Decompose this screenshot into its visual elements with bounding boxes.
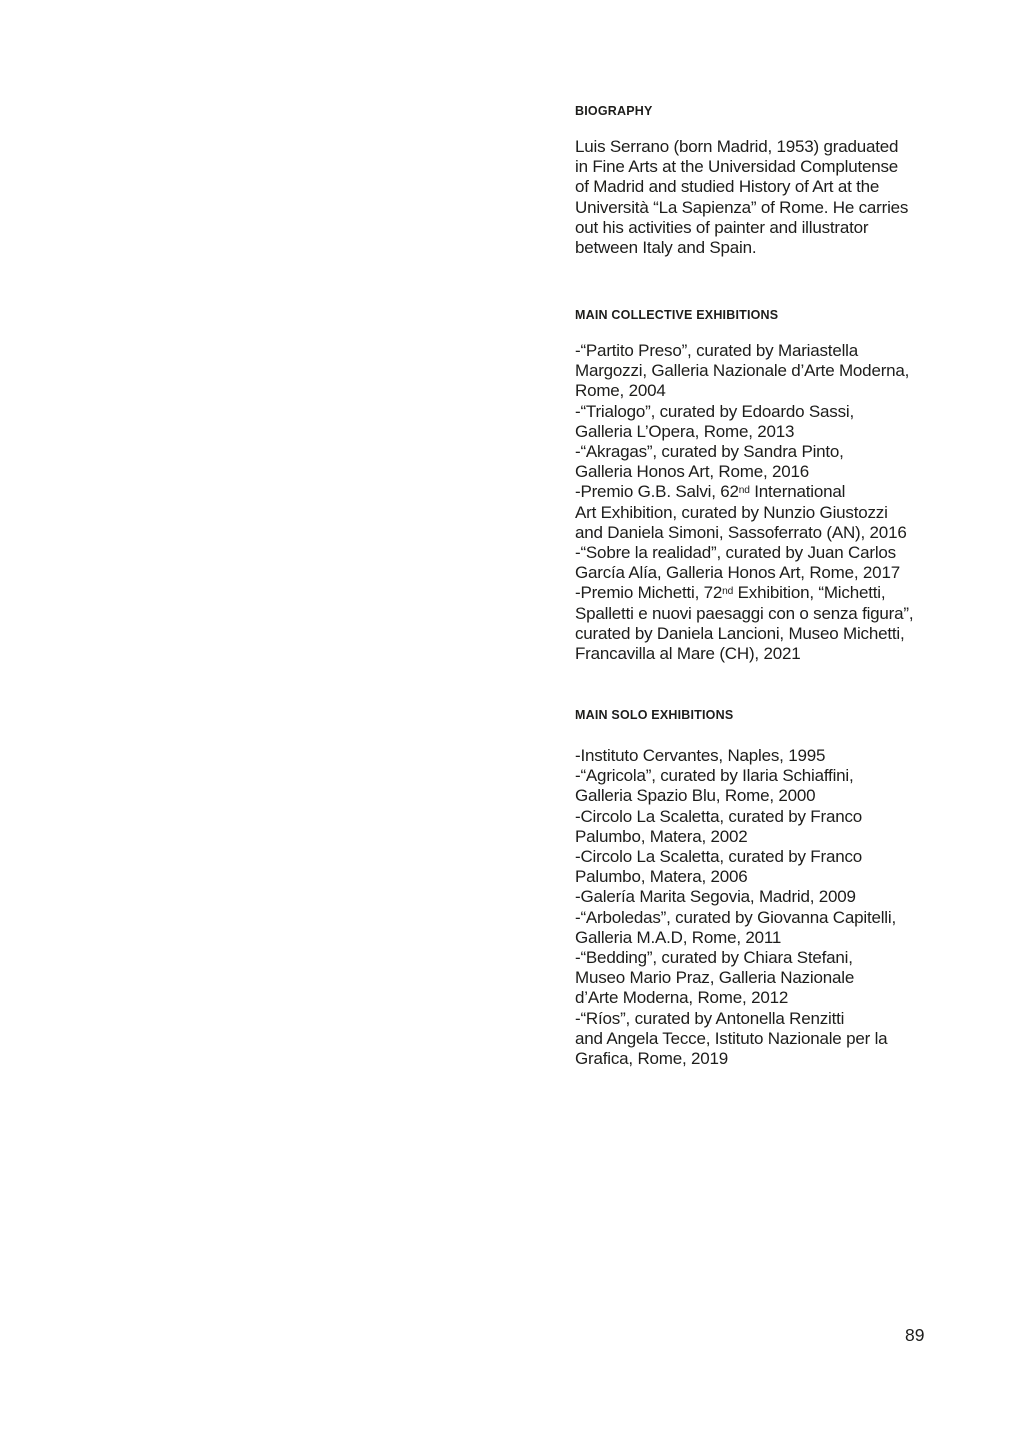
biography-heading: BIOGRAPHY	[575, 104, 653, 118]
text-column	[575, 0, 931, 1445]
page-number: 89	[905, 1325, 925, 1345]
solo-exhibitions-heading: MAIN SOLO EXHIBITIONS	[575, 708, 734, 722]
biography-text: Luis Serrano (born Madrid, 1953) graduated in Fine Arts at the Universidad Complutense of Madrid and studied History of Art at the Università “La Sapienza” of Rome. He carries out his activities of painter and illustrator between Italy and Spain.	[575, 137, 909, 258]
collective-exhibitions-list: -“Partito Preso”, curated by Mariastella Margozzi, Galleria Nazionale d’Arte Moderna, Rome, 2004 -“Trialogo”, curated by Edoardo Sassi, Galleria L’Opera, Rome, 2013 -“Akragas”, curated by Sandra Pinto, Galleria Honos Art, Rome, 2016 -Premio G.B. Salvi, 62nd International Art Exhibition, curated by Nunzio Giustozzi and Daniela Simoni, Sassoferrato (AN), 2016 -“Sobre la realidad”, curated by Juan Carlos García Alía, Galleria Honos Art, Rome, 2017 -Premio Michetti, 72nd Exhibition, “Michetti, Spalletti e nuovi paesaggi con o senza figura”, curated by Daniela Lancioni, Museo Michetti, Francavilla al Mare (CH), 2021	[575, 341, 914, 664]
solo-exhibitions-list: -Instituto Cervantes, Naples, 1995 -“Agricola”, curated by Ilaria Schiaffini, Galleria Spazio Blu, Rome, 2000 -Circolo La Scaletta, curated by Franco Palumbo, Matera, 2002 -Circolo La Scaletta, curated by Franco Palumbo, Matera, 2006 -Galería Marita Segovia, Madrid, 2009 -“Arboledas”, curated by Giovanna Capitelli, Galleria M.A.D, Rome, 2011 -“Bedding”, curated by Chiara Stefani, Museo Mario Praz, Galleria Nazionale d’Arte Moderna, Rome, 2012 -“Ríos”, curated by Antonella Renzitti and Angela Tecce, Istituto Nazionale per la Grafica, Rome, 2019	[575, 746, 896, 1069]
collective-exhibitions-heading: MAIN COLLECTIVE EXHIBITIONS	[575, 308, 779, 322]
